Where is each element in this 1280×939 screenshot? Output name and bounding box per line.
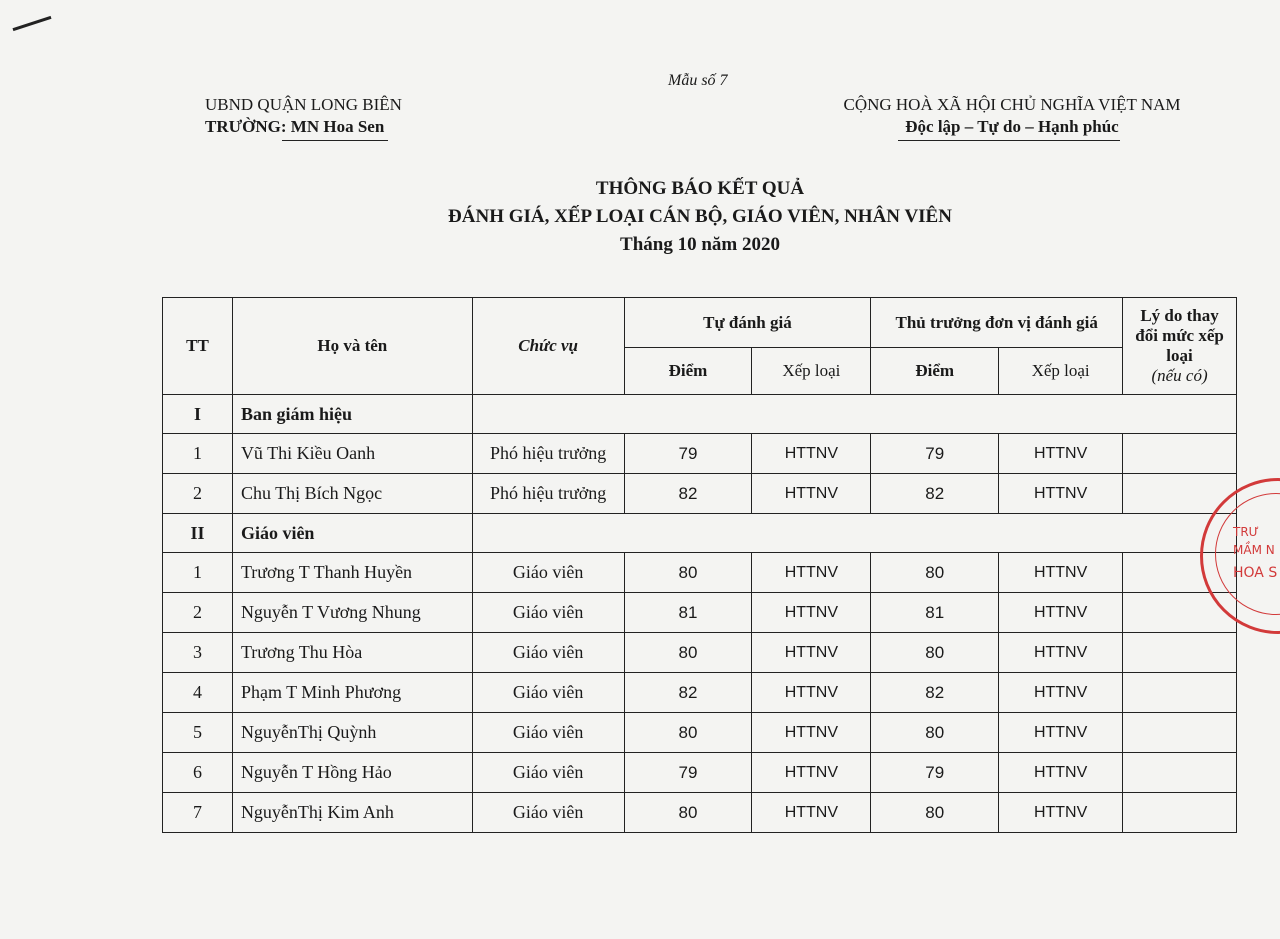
table-row: [163, 474, 1237, 514]
row-self-score: 82: [624, 474, 752, 514]
row-self-rank: HTTNV: [752, 793, 871, 833]
row-position: Giáo viên: [472, 633, 624, 673]
row-tt: 2: [163, 593, 233, 633]
row-reason: [1123, 793, 1237, 833]
header-reason-note: (nếu có): [1151, 366, 1208, 385]
row-position: Phó hiệu trưởng: [472, 474, 624, 514]
row-head-rank: HTTNV: [999, 474, 1123, 514]
organization-header: [205, 94, 402, 138]
row-self-rank: HTTNV: [752, 553, 871, 593]
title-line-2: ĐÁNH GIÁ, XẾP LOẠI CÁN BỘ, GIÁO VIÊN, NHÂN VIÊN: [448, 206, 952, 227]
row-head-score: 80: [871, 793, 999, 833]
table-row: [163, 593, 1237, 633]
row-self-rank: HTTNV: [752, 633, 871, 673]
red-stamp: TRƯ MẦM N HOA S: [1200, 478, 1280, 634]
row-head-score: 80: [871, 633, 999, 673]
row-position: Giáo viên: [472, 753, 624, 793]
row-head-rank: HTTNV: [999, 673, 1123, 713]
row-reason: [1123, 633, 1237, 673]
row-name: Chu Thị Bích Ngọc: [232, 474, 472, 514]
row-name: NguyễnThị Kim Anh: [232, 793, 472, 833]
pen-mark: [13, 16, 52, 31]
row-tt: 2: [163, 474, 233, 514]
row-head-rank: HTTNV: [999, 633, 1123, 673]
section-row: [163, 514, 1237, 553]
row-tt: 1: [163, 553, 233, 593]
row-self-rank: HTTNV: [752, 673, 871, 713]
district-name: UBND QUẬN LONG BIÊN: [205, 95, 402, 114]
section-number: I: [163, 395, 233, 434]
row-name: Trương Thu Hòa: [232, 633, 472, 673]
row-position: Giáo viên: [472, 673, 624, 713]
row-self-score: 80: [624, 633, 752, 673]
row-tt: 7: [163, 793, 233, 833]
row-position: Giáo viên: [472, 793, 624, 833]
row-head-rank: HTTNV: [999, 434, 1123, 474]
row-reason: [1123, 753, 1237, 793]
row-tt: 4: [163, 673, 233, 713]
motto-underline: [898, 140, 1120, 141]
row-head-rank: HTTNV: [999, 553, 1123, 593]
row-name: Vũ Thi Kiều Oanh: [232, 434, 472, 474]
header-head-rank: Xếp loại: [999, 348, 1123, 395]
row-name: Phạm T Minh Phương: [232, 673, 472, 713]
header-position: Chức vụ: [472, 298, 624, 395]
row-head-score: 80: [871, 553, 999, 593]
table-row: [163, 753, 1237, 793]
row-position: Giáo viên: [472, 553, 624, 593]
row-tt: 6: [163, 753, 233, 793]
row-self-rank: HTTNV: [752, 713, 871, 753]
row-head-rank: HTTNV: [999, 753, 1123, 793]
row-self-score: 79: [624, 753, 752, 793]
section-label: Giáo viên: [232, 514, 472, 553]
row-self-rank: HTTNV: [752, 474, 871, 514]
title-line-3: Tháng 10 năm 2020: [620, 234, 780, 255]
row-self-rank: HTTNV: [752, 593, 871, 633]
row-self-score: 81: [624, 593, 752, 633]
row-name: Nguyễn T Hồng Hảo: [232, 753, 472, 793]
header-reason: [1123, 298, 1237, 395]
row-self-score: 79: [624, 434, 752, 474]
table-row: [163, 434, 1237, 474]
header-head-score: Điểm: [871, 348, 999, 395]
row-self-rank: HTTNV: [752, 434, 871, 474]
table-row: [163, 633, 1237, 673]
row-name: Trương T Thanh Huyền: [232, 553, 472, 593]
row-tt: 3: [163, 633, 233, 673]
title-line-1: THÔNG BÁO KẾT QUẢ: [595, 178, 805, 199]
row-name: Nguyễn T Vương Nhung: [232, 593, 472, 633]
form-number: Mẫu số 7: [668, 72, 728, 89]
row-tt: 5: [163, 713, 233, 753]
row-tt: 1: [163, 434, 233, 474]
school-name: TRƯỜNG: MN Hoa Sen: [205, 117, 385, 136]
header-self-score: Điểm: [624, 348, 752, 395]
row-reason: [1123, 673, 1237, 713]
section-number: II: [163, 514, 233, 553]
section-filler: [472, 514, 1236, 553]
header-name: Họ và tên: [232, 298, 472, 395]
header-head-evaluation: Thủ trưởng đơn vị đánh giá: [871, 298, 1123, 348]
row-head-score: 81: [871, 593, 999, 633]
row-head-score: 80: [871, 713, 999, 753]
row-position: Giáo viên: [472, 593, 624, 633]
row-self-score: 82: [624, 673, 752, 713]
table-body: [163, 395, 1237, 833]
row-reason: [1123, 713, 1237, 753]
row-head-rank: HTTNV: [999, 793, 1123, 833]
header-reason-label: Lý do thay đổi mức xếp loại: [1135, 306, 1224, 365]
row-reason: [1123, 434, 1237, 474]
header-self-evaluation: Tự đánh giá: [624, 298, 871, 348]
national-header: [818, 94, 1206, 138]
table-row: [163, 793, 1237, 833]
table-row: [163, 713, 1237, 753]
row-head-score: 82: [871, 474, 999, 514]
row-head-rank: HTTNV: [999, 713, 1123, 753]
header-self-rank: Xếp loại: [752, 348, 871, 395]
row-head-score: 82: [871, 673, 999, 713]
section-filler: [472, 395, 1236, 434]
table-row: [163, 553, 1237, 593]
row-self-score: 80: [624, 713, 752, 753]
row-position: Giáo viên: [472, 713, 624, 753]
row-self-score: 80: [624, 793, 752, 833]
row-self-score: 80: [624, 553, 752, 593]
document-title: [300, 175, 1100, 259]
table-row: [163, 673, 1237, 713]
section-row: [163, 395, 1237, 434]
row-position: Phó hiệu trưởng: [472, 434, 624, 474]
section-label: Ban giám hiệu: [232, 395, 472, 434]
row-head-score: 79: [871, 434, 999, 474]
header-tt: TT: [163, 298, 233, 395]
row-head-score: 79: [871, 753, 999, 793]
row-head-rank: HTTNV: [999, 593, 1123, 633]
nation-motto: Độc lập – Tự do – Hạnh phúc: [905, 117, 1119, 136]
row-name: NguyễnThị Quỳnh: [232, 713, 472, 753]
nation-name: CỘNG HOÀ XÃ HỘI CHỦ NGHĨA VIỆT NAM: [843, 95, 1181, 114]
org-underline: [282, 140, 388, 141]
row-self-rank: HTTNV: [752, 753, 871, 793]
results-table: [162, 297, 1237, 833]
